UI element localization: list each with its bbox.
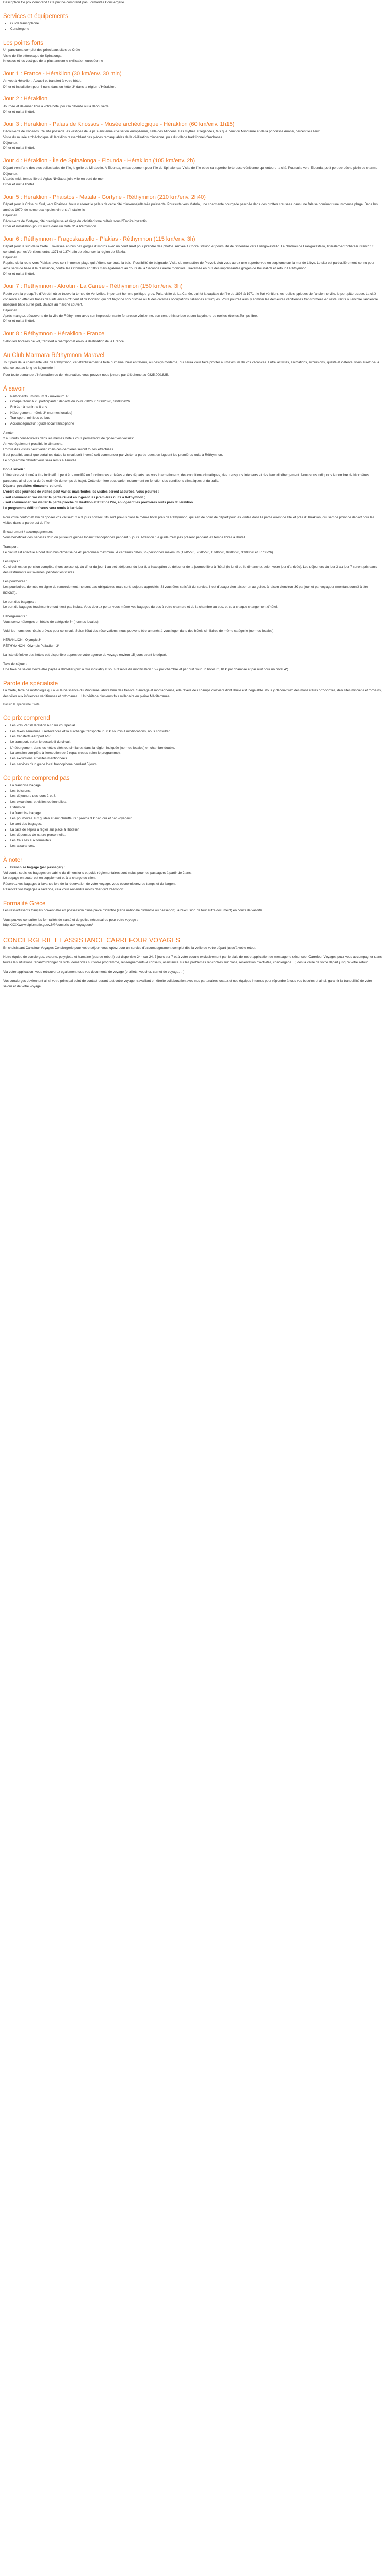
conciergerie-text: Notre équipe de concierges, experte, polyglotte et humaine (pas de robot !) est disponible 24h sur 24, 7 jours sur 7 et à votre écoute exclusivement par le biais de notre application de messagerie sécurisée, Carrefour Voyages pour vous accompagner dans toutes les situations tenant/prolonger de vols, demandes sur votre programme, renseignements & conseils, assistance sur les problèmes rencontrés sur place, réservation d'activités, conciergerie... ) dès la veille de votre départ jusqu'à votre retour. (3, 955, 382, 965)
a-noter-list (3, 865, 382, 871)
info-label: Hébergements : (3, 614, 27, 618)
a-noter-heading: À noter (3, 857, 23, 863)
bon-a-savoir-bold: - soit commencer par visiter la partie Ouest en logeant les premières nuits à Réthymnon ; (3, 495, 145, 499)
prix-comprend-item: • Les services d'un guide local francophone pendant 5 jours. (10, 762, 382, 768)
a-savoir-item: • Participants : minimum 3 - maximum 46 (10, 394, 382, 400)
prix-ne-comprend-item: • La taxe de séjour à régler sur place à l'hôtelier. (10, 827, 382, 833)
day-6-title: Jour 6 : Réthymnon - Fragoskastello - Plakias - Réthymnon (115 km/env. 3h) (3, 236, 196, 243)
prix-comprend-item: • Les taxes aériennes + redevances et la surcharge transporteur 50 € soumis à modifications, nous consulter. (10, 729, 382, 735)
info-text: Le port de bagages touch/sentre tout n'est pas inclus. Vous devrez porter vous-même vos bagages du bus à votre chambre et de la chambre au bus, et ce à chaque changement d'hôtel. (3, 605, 278, 609)
day-text: Départ vers l'une des plus belles baies de l'île, le golfe de Mirabello. À Elounda, embarquement pour l'île de Spinalonga. Visite de l'île et de sa superbe forteresse vénitienne qui entoure la cité. Poursuite vers Elounda, petit port de pêche plein de charme. (3, 166, 379, 170)
day-4-title: Jour 4 : Héraklion - Île de Spinalonga - Elounda - Héraklion (105 km/env. 2h) (3, 158, 196, 164)
a-noter-line: Le bagage en soute est en supplément et à la charge du client. (3, 876, 97, 880)
hotel-line: RÉTHYMNON : Olympic Palladium 3* (3, 643, 60, 648)
prix-ne-comprend-item: • Les pourboires aux guides et aux chauffeurs : prévoir 3 € par jour et par voyageur. (10, 816, 382, 822)
taxe-label: Taxe de séjour : (3, 662, 27, 666)
day-text: Départ pour le Crète du Sud, vers Phaistos. Vous visiterez le palais de cette cité minoenneju8s très puissante. Poursuite vers Matala, une charmante bourgade perchée dans des grottes creusées dans une falaise dominant une immense plage. Dans les années 1970, de nombreux hippies vinrent s'installer ici. (3, 202, 378, 212)
prix-comprend-heading: Ce prix comprend (3, 715, 50, 722)
day-text: Dîner et nuit à l'hôtel. (3, 146, 35, 150)
a-noter-text: 2 à 3 nuits consécutives dans les mêmes hôtels vous permettront de "poser vos valises". (3, 436, 135, 440)
info-text: Vous serez hébergés en hôtels de catégorie 3* (normes locales). (3, 620, 100, 624)
info-label: Le port des bagages : (3, 600, 36, 604)
prix-ne-comprend-item: • Les excursions et visites optionnelles. (10, 800, 382, 805)
bon-a-savoir-bold: Départs possibles dimanche et lundi. (3, 484, 62, 488)
info-label: Encadrement / accompagnement : (3, 530, 55, 534)
day-text: Découverte de Gortyne, cité prestigieuse et siège du christianisme crétois sous l'Empire byzantin. (3, 219, 148, 223)
day-text: Dîner et nuit à l'hôtel. (3, 110, 35, 114)
points-forts-heading: Les points forts (3, 40, 43, 46)
services-item: • Conciergerie (10, 27, 382, 32)
conciergerie-heading: CONCIERGERIE ET ASSISTANCE CARREFOUR VOYAGES (3, 937, 181, 944)
day-text: Dîner et installation pour 3 nuits dans un hôtel 3* à Réthymnon. (3, 225, 97, 229)
hotels-note: La liste définitive des hôtels est disponible auprès de votre agence de voyage environ 15 jours avant le départ. (3, 653, 167, 657)
franchise-bagage-item: • Franchise bagage (par passager) : (10, 865, 382, 871)
bon-a-savoir-label: Bon à savoir : (3, 468, 25, 472)
page (0, 0, 385, 990)
day-7-title: Jour 7 : Réthymnon - Akrotiri - La Canée - Réthymnon (150 km/env. 3h) (3, 283, 183, 290)
specialiste-text: La Crète, terre de mythologie qui a vu la naissance du Minotaure, abrite bien des trésors. Sauvage et montagneuse, elle révèle des champs d'oliviers dont l'huile est inégalable. Vous y découvrirez des monastères orthodoxes, des sites minoens et romains, des villes aux influences vénitiennes et ottomanes... Un héritage plusieurs fois millénaire en pleine Méditerranée ! (3, 689, 382, 698)
day-text: Déjeuner. (3, 141, 18, 145)
day-text: Après-mangez, découverte de la ville de Réthymnon avec son impressionnante forteresse vénitienne, son centre historique et son labyrinthe de ruelles étroites.Temps libre. (3, 314, 258, 318)
bon-a-savoir-bold: - soit commencer par visiter la partie proche d'Héraklion et l'Est de l'île, en logeant les premières nuits près d'Héraklion. (3, 501, 194, 505)
a-savoir-list (3, 394, 382, 427)
a-savoir-item: • Entrée : à partir de 8 ans (10, 405, 382, 411)
info-label: Les pourboires : (3, 580, 27, 584)
day-text: Selon les horaires de vol, transfert à l'aéroport et envol à destination de la France. (3, 339, 125, 343)
day-text: Reprise de la route vers Plakias, avec son immense plage qui s'étend sur toute la baie. Possibilité de baignade. Visite du monastère de Preveli, d'où vous aurez une superbe vue en surplomb sur la mer de Libye. Le site est particulièrement connu pour avoir servi de base à la résistance, contre les Ottomans en 1866 mais également au cours de la Seconde Guerre mondiale. Traversée en bus des impressantes gorges de Kourtaliotí et retour à Réthymnon. (3, 261, 375, 270)
prix-ne-comprend-list (3, 783, 382, 850)
day-2-title: Jour 2 : Héraklion (3, 96, 48, 103)
a-savoir-heading: À savoir (3, 386, 25, 393)
bon-a-savoir-final: Le programme définitif vous sera remis à l'arrivée. (3, 506, 84, 511)
services-heading: Services et équipements (3, 13, 68, 20)
specialiste-source: Bassin IL spécialiste Crète (3, 703, 40, 706)
day-text: Départ pour le sud de la Crète. Traversée en bus des gorges d'Imbros avec un court arrêt pour prendre des photos. Arrivée à Chora Sfakion et poursuite de l'itinéraire vers Frangokastello. Le château de Frangokastello, littéralement "château franc" fut construit par les Vénitiens entre 1371 et 1374 afin de sécuriser la région de Sfakia. (3, 244, 374, 254)
info-text: Les pourboires, donnés en signe de remerciement, ne sont pas obligatoires mais sont toujours appréciés. Si vous êtes satisfait du service, il est d'usage d'en laisser un au guide, à raison d'environ 3€ par jour et par voyageur (montant donné à titre indicatif). (3, 585, 368, 595)
prix-ne-comprend-item: • Les assurances. (10, 844, 382, 850)
prix-ne-comprend-item: • Les dépenses de nature personnelle. (10, 833, 382, 838)
day-text: Dîner et nuit à l'hôtel. (3, 182, 35, 187)
a-noter-text: Le programme définitif vous sera remis à l'arrivée. (3, 459, 77, 463)
day-text: Déjeuner. (3, 256, 18, 260)
day-text: Journée et déjeuner libre à votre hôtel pour la détente ou la découverte. (3, 105, 110, 108)
day-text: Déjeuner. (3, 213, 18, 217)
a-noter-text: Il est possible aussi que certaines dates le circuit soit inversé soit commencer par visiter la partie ouest en logeant les premières nuits à Réthymnon. (3, 453, 223, 457)
prix-ne-comprend-item: • Les boissons. (10, 789, 382, 794)
bon-a-savoir-text: L'itinéraire est donné à titre indicatif. Il peut être modifié en fonction des arrivées et des départs des vols internationaux, des conditions climatiques, des transports intérieurs et des lieux d'hébergement. Nous vous indiquons le nombre de kilomètres parcourus ainsi que la durée estimée du temps de trajet. Cette dernière peut varier, notamment en fonction des conditions climatiques et du trafic. (3, 473, 369, 483)
prix-comprend-item: • La pension complète à l'exception de 2 repas (repas selon le programme). (10, 751, 382, 756)
club-text: Pour toute demande d'information ou de réservation, vous pouvez nous joindre par téléphone au 0825.000.825. (3, 373, 169, 377)
services-list (3, 21, 382, 32)
day-text: Arrivée à Héraklion. Accueil et transfert à votre hôtel. (3, 79, 82, 83)
a-noter-text: L'ordre des visites peut varier, mais ces dernières seront toutes effectuées. (3, 448, 115, 451)
info-text: Ce circuit est en pension complète (hors boissons), du dîner du jour 1 au petit déjeuner du jour 8, à l'exception du déjeuner de la journée libre à l'hôtel (le lundi ou le dimanche, selon votre jour d'arrivée). Les déjeuners du jour 3 au jour 7 seront pris dans des restaurants ou tavernes, pendant les visites. (3, 565, 377, 574)
taxe-text: Une taxe de séjour devra être payée à l'hôtelier (prix à titre indicatif) et sous réserve de modification : 5 € par chambre et par nuit pour un hôtel 3*, 10 € par chambre et par nuit pour un hôtel 4*). (3, 668, 289, 671)
points-forts-line: Visite de l'île pittoresque de Spinalonga (3, 54, 62, 58)
day-text: Dîner et nuit à l'hôtel. (3, 319, 35, 324)
club-text: Tout près de la charmante ville de Réthymnon, cet établissement à taille humaine, bien entretenu, au design moderne, qui saura vous faire profiter au maximum de vos vacances. Entre activités, animations, excursions, qualité et détente, vous aurez de la chance tout au long de la journée ! (3, 361, 379, 370)
formalite-text: Les ressortissants français doivent être en possession d'une pièce d'identité (carte nationale d'identité ou passeport), à l'exclusion de tout autre document) en cours de validité. (3, 908, 263, 912)
specialiste-heading: Parole de spécialiste (3, 680, 58, 687)
conciergerie-text: Vos concierges deviennent ainsi votre principal point de contact durant tout votre voyage, travaillant en étroite collaboration avec nos partenaires locaux et nos équipes internes pour répondre à tous vos besoins et ainsi, garantir la tranquillité de votre séjour et de votre voyage. (3, 979, 372, 989)
day-text: Déjeuner. (3, 309, 18, 312)
a-savoir-item: • Hébergement : hôtels 3* (normes locales) (10, 411, 382, 416)
day-3-title: Jour 3 : Héraklion - Palais de Knossos - Musée archéologique - Héraklion (60 km/env. 1h15) (3, 121, 235, 128)
tabs-line[interactable]: Description Ce prix comprend / Ce prix ne comprend pas Formalités Conciergerie (3, 1, 124, 4)
prix-comprend-item: • Les vols Paris/Héraklion A/R sur vol spécial. (10, 723, 382, 729)
info-text: Voici les noms des hôtels prévus pour ce circuit. Selon l'état des réservations, nous pouvons être amenés à vous loger dans des hôtels similaires de même catégorie (normes locales). (3, 629, 275, 633)
services-item: • Guide francophone (10, 21, 382, 27)
bon-a-savoir-bold: L'ordre des journées de visites peut varier, mais toutes les visites seront assurées. Vous pourrez : (3, 490, 160, 494)
a-noter-line: Vol court : seuls les bagages en cabine de dimensions et poids réglementaires sont inclus pour les passagers à partir de 2 ans. (3, 871, 192, 875)
a-noter-text: Arrivée également possible le dimanche. (3, 442, 64, 446)
formalite-link[interactable]: http:XXXXwww.diplomatie.gouv.fr/fr/conseils-aux-voyageurs/ (3, 923, 93, 927)
info-text: Vous bénéficiez des services d'un ou plusieurs guides locaux francophones pendant 5 jours. Attention : le guide n'est pas présent pendant les temps libres à l'hôtel. (3, 536, 246, 540)
day-text: Déjeuner. (3, 172, 18, 176)
day-1-title: Jour 1 : France - Héraklion (30 km/env. 30 min) (3, 71, 122, 77)
prix-ne-comprend-item: • Les déjeuners des jours 2 et 8. (10, 794, 382, 800)
club-heading: Au Club Marmara Réthymnon Maravel (3, 352, 105, 359)
info-text: Le circuit est effectué à bord d'un bus climatisé de 46 personnes maximum. À certaines dates, 25 personnes maximum (17/05/26, 26/05/26, 07/06/26, 06/06/26, 30/08/26 et 31/08/26). (3, 550, 274, 554)
a-noter-line: Réservez vos bagages à l'avance lors de la réservation de votre voyage, vous économiserez du temps et de l'argent. (3, 882, 177, 886)
day-text: Découverte de Knossos. Ce site possède les vestiges de la plus ancienne civilisation européenne, celle des Minoens. Les mythes et légendes, tels que ceux du Minotaure et de la princesse Ariane, bercent les lieux. (3, 130, 321, 134)
conciergerie-text: Via votre application, vous retrouverez également tous vos documents de voyage (e-billets, voucher, carnet de voyage, ...) (3, 970, 185, 974)
a-noter-label: À noter : (3, 431, 16, 435)
info-label: Transport : (3, 545, 20, 549)
prix-comprend-item: • Les excursions et visites mentionnées. (10, 756, 382, 762)
day-5-title: Jour 5 : Héraklion - Phaistos - Matala - Gortyne - Réthymnon (210 km/env. 2h40) (3, 194, 206, 200)
info-text: Pour votre confort et afin de "poser vos valises", 2 à 3 jours consécutifs sont prévus dans le même hôtel près de Réthymnon, qui sert de point de départ pour les visites dans la partie ouest de l'île et près d'Héraklion, qui sert de point de départ pour les visites dans la partie est de l'île. (3, 515, 374, 525)
hotel-line: HÉRAKLION : Olympic 3* (3, 638, 42, 642)
prix-ne-comprend-item: • Les frais liés aux formalités. (10, 838, 382, 844)
prix-ne-comprend-item: • La franchise bagage. (10, 783, 382, 789)
points-forts-line: Knossos et les vestiges de la plus ancienne civilisation européenne (3, 59, 103, 63)
day-text: Dîner et nuit à l'hôtel. (3, 272, 35, 276)
a-noter-line: Réservez vos bagages à l'avance, cela vous reviendra moins cher qu'à l'aéroport (3, 887, 124, 891)
prix-ne-comprend-item: • Extension. (10, 805, 382, 811)
points-forts-line: Un panorama complet des principaux sites de Crète (3, 48, 80, 52)
prix-comprend-item: • Le transport, selon le descriptif du circuit. (10, 740, 382, 745)
info-label: Les repas : (3, 560, 20, 564)
prix-comprend-item: • L'hébergement dans les hôtels cités ou similaires dans la région indiquée (normes locales) en chambre double. (10, 745, 382, 751)
prix-comprend-item: • Les transferts aéroport A/R. (10, 734, 382, 740)
prix-comprend-list (3, 723, 382, 768)
day-text: Route vers la presqu'île d'Akrotiri où se trouve la tombe de Venizélos, important homme politique grec. Puis, visite de La Canée, qui fut la capitale de l'île de 1898 à 1971 : le fort vénitien, les ruelles typiques de l'ancienne ville, le port pittoresque. La cité conserve en effet les traces des influences d'Orient et d'Occident, qui ont façonné son histoire au fil des diverses occupations italiennes et turques. Vous pourrez ainsi y admirer les demeures vénitiennes transformées en restaurants ou encore l'ancienne mosquée bâtie sur le port. Balade au marché couvert. (3, 292, 378, 307)
prix-ne-comprend-item: • Le port des bagages. (10, 822, 382, 827)
formalite-heading: Formalité Grèce (3, 900, 46, 907)
formalite-text: Vous pouvez consulter les formalités de santé et de police nécessaires pour votre voyage : (3, 918, 138, 922)
prix-ne-comprend-item: • La franchise bagage. (10, 811, 382, 817)
a-savoir-item: • Transport : minibus ou bus (10, 416, 382, 421)
conciergerie-text: En choisissant Carrefour Voyages Conciergerie pour votre séjour, vous optez pour un service d'accompagnement complet dès la veille de votre départ jusqu'à votre retour. (3, 946, 256, 950)
a-savoir-item: • Accompagnateur : guide local francophone (10, 421, 382, 427)
prix-ne-comprend-heading: Ce prix ne comprend pas (3, 775, 70, 782)
day-text: Dîner et installation pour 4 nuits dans un hôtel 3* dans la région d'Héraklion. (3, 84, 116, 89)
day-8-title: Jour 8 : Réthymnon - Héraklion - France (3, 331, 105, 337)
a-savoir-item: • Groupe réduit à 25 participants : départs du 27/05/2026, 07/06/2026, 30/08/2026 (10, 399, 382, 405)
day-text: L'après-midi, temps libre à Ágios Nikólaos, jolie ville en bord de mer. (3, 177, 105, 181)
day-text: Visite du musée archéologique d'Héraklion rassemblant des pièces remarquables de la civilisation minoenne, puis du village traditionnel d'Archanes. (3, 135, 223, 139)
